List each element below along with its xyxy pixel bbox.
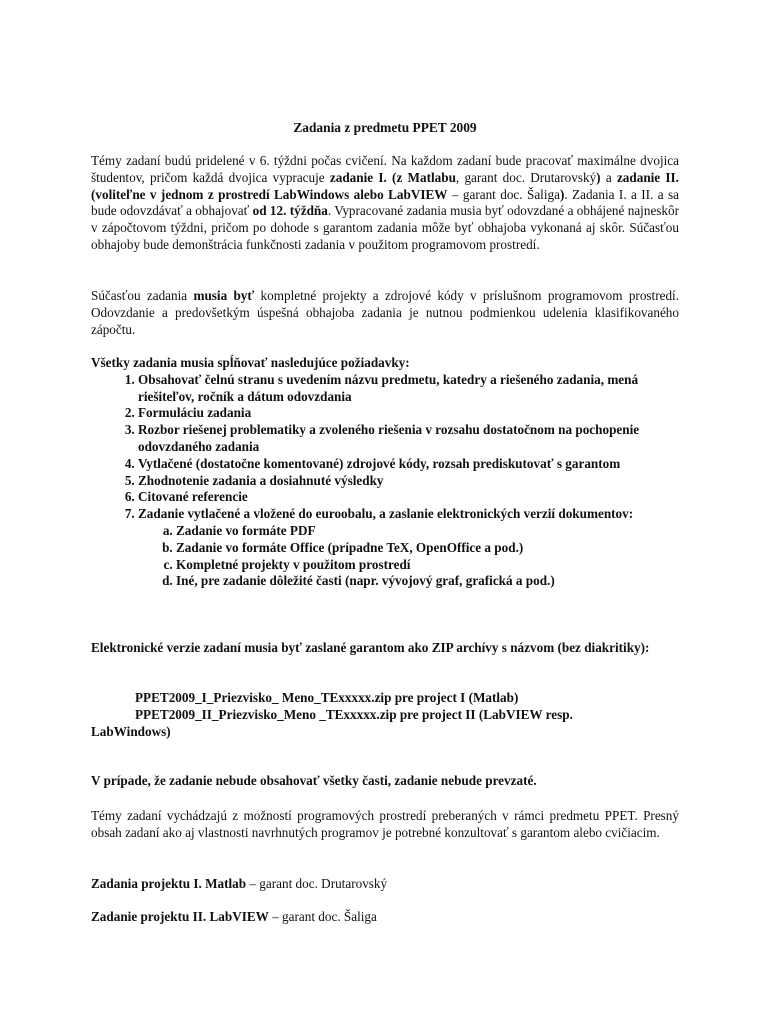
intro-bold-zadanie-1: zadanie I. (z Matlabu (329, 169, 456, 185)
requirements-intro-paragraph (91, 288, 679, 338)
electronic-versions-heading: Elektronické verzie zadaní musia byť zaslané garantom ako ZIP archívy s názvom (bez diakritiky): (91, 640, 650, 655)
project-2-guarantor: – garant doc. Šaliga (268, 909, 377, 924)
intro-bold-zadanie-2: zadanie II. (voliteľne v jednom z prostredí LabWindows alebo LabVIEW (91, 169, 679, 202)
intro-text-2: , garant doc. Drutarovský (455, 169, 597, 185)
filename-project-2-cont: LabWindows) (91, 723, 171, 739)
filename-project-2: PPET2009_II_Priezvisko_Meno _TExxxxx.zip pre project II (LabVIEW resp. (135, 706, 573, 722)
intro-text-1: Témy zadaní budú pridelené v 6. týždni počas cvičení. Na každom zadaní bude pracovať maximálne dvojica študentov, pričom každá dvojica vypracuje (91, 153, 679, 185)
requirement-item: 5. Zhodnotenie zadania a dosiahnuté výsledky (138, 473, 679, 490)
requirement-item: 3. Rozbor riešenej problematiky a zvoleného riešenia v rozsahu dostatočnom na pochopenie odovzdaného zadania (138, 422, 679, 456)
warning-note: V prípade, že zadanie nebude obsahovať všetky časti, zadanie nebude prevzaté. (91, 773, 537, 788)
topics-paragraph: Témy zadaní vychádzajú z možností programových prostredí preberaných v rámci predmetu PPET. Presný obsah zadaní ako aj vlastnosti navrhnutých programov je potrebné konzultovať s garantom alebo cvičiacim. (91, 808, 679, 840)
requirement-item: 6. Citované referencie (138, 489, 679, 506)
sublist-item: a. Zadanie vo formáte PDF (176, 523, 679, 540)
intro-text-6: . Vypracované zadania musia byť odovzdané a obhájené najneskôr v zápočtovom týždni, pričom po dohode s garantom zadania môže byť obhajoba vykonaná aj skôr. Súčasťou obhajoby bude demonštrácia funkčnosti zadania v použitom programovom prostredí. (91, 203, 680, 252)
requirement-item: 7. Zadanie vytlačené a vložené do euroobalu, a zaslanie elektronických verzií dokumentov: a. Zadanie vo formáte PDF b. Zadanie vo formáte Office (prípadne TeX, OpenOffice a pod.) c. Kompletné projekty v použitom prostredí d. Iné, pre zadanie dôležité časti (napr. vývojový graf, grafická a pod.) (138, 506, 679, 590)
filename-project-1: PPET2009_I_Priezvisko_ Meno_TExxxxx.zip pre project I (Matlab) (135, 690, 519, 705)
requirements-heading: Všetky zadania musia spĺňovať nasledujúce požiadavky: (91, 355, 410, 370)
para2-text-2: kompletné projekty a zdrojové kódy v príslušnom programovom prostredí. Odovzdanie a predovšetkým úspešná obhajoba zadania je nutnou podmienkou udelenia klasifikovaného zápočtu. (91, 288, 680, 337)
requirement-item: 1. Obsahovať čelnú stranu s uvedením názvu predmetu, katedry a riešeného zadania, mená riešiteľov, ročník a dátum odovzdania (138, 372, 679, 406)
document-title: Zadania z predmetu PPET 2009 (293, 120, 477, 135)
intro-text-4: – garant doc. Šaliga (447, 186, 560, 202)
project-2-line (91, 909, 679, 926)
filename-block (91, 690, 679, 740)
sublist-item: d. Iné, pre zadanie dôležité časti (napr. vývojový graf, grafická a pod.) (176, 573, 679, 590)
sublist-item: c. Kompletné projekty v použitom prostredí (176, 557, 679, 574)
electronic-versions-sublist (138, 523, 679, 590)
requirements-section (91, 355, 679, 590)
intro-bold-paren-1: ) (596, 169, 601, 185)
requirements-list (91, 372, 679, 590)
sublist-item: b. Zadanie vo formáte Office (prípadne TeX, OpenOffice a pod.) (176, 540, 679, 557)
project-1-line (91, 876, 679, 893)
intro-bold-paren-2: ) (559, 186, 565, 202)
project-1-guarantor: – garant doc. Drutarovský (246, 876, 388, 891)
project-2-label: Zadanie projektu II. LabVIEW (91, 909, 269, 924)
para2-bold-musia: musia byť (193, 288, 255, 303)
intro-text-5: . Zadania I. a II. a sa bude odovzdávať a obhajovať (91, 186, 680, 219)
intro-text-3: a (600, 169, 617, 185)
requirement-item: 4. Vytlačené (dostatočne komentované) zdrojové kódy, rozsah prediskutovať s garantom (138, 456, 679, 473)
intro-paragraph (91, 153, 679, 254)
requirement-item: 2. Formuláciu zadania (138, 405, 679, 422)
para2-text-1: Súčasťou zadania (91, 288, 194, 303)
project-1-label: Zadania projektu I. Matlab (91, 876, 247, 891)
intro-bold-deadline: od 12. týždňa (252, 203, 328, 219)
